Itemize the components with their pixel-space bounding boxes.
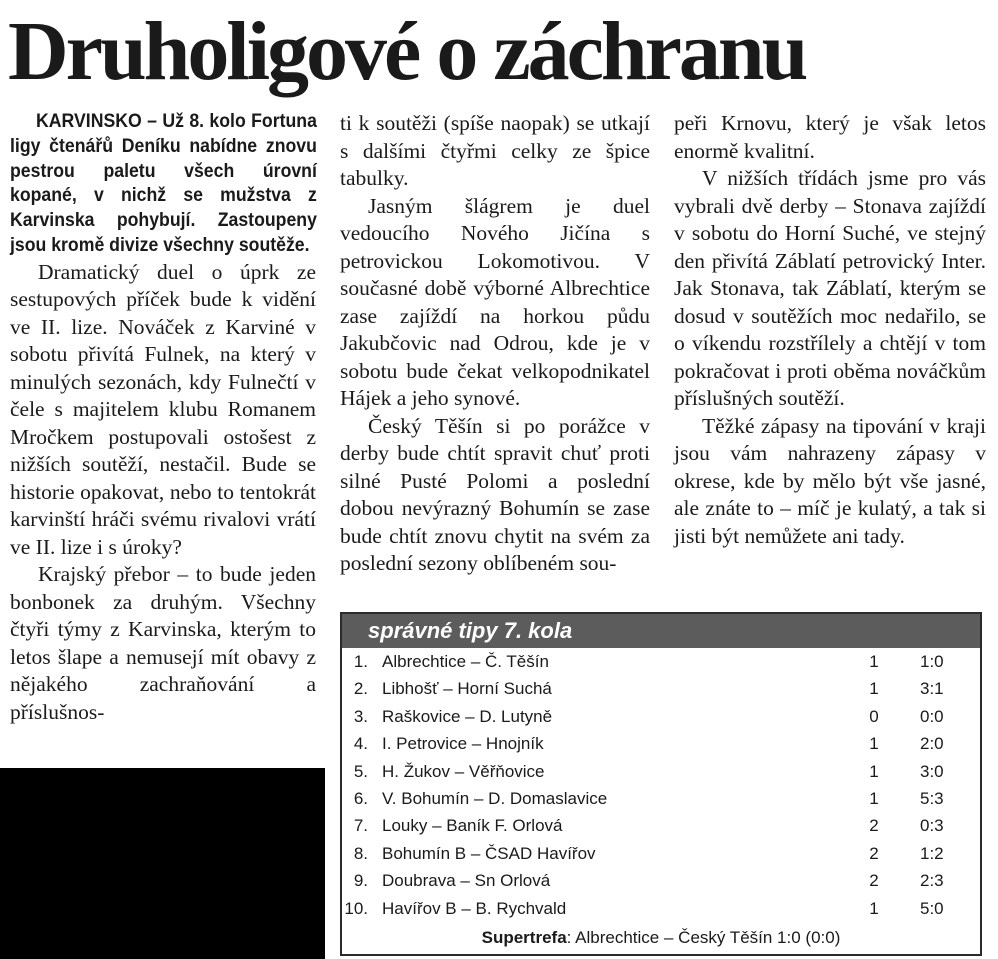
table-row	[342, 895, 980, 922]
article-paragraph: Jasným šlágrem je duel vedoucího Nového Jičína s petrovickou Lokomotivou. V současné době výborné Albrechtice zase zajíždí na horkou půdu Jakubčovic nad Odrou, kde je v sobotu bude čekat velkopodnikatel Hájek a jeho synové.	[340, 193, 650, 410]
row-number: 6.	[353, 788, 368, 808]
article-paragraph: Krajský přebor – to bude jeden bonbonek za druhým. Všechny čtyři týmy z Karvinska, kterým to letos šlape a nemusejí mít obavy z nějakého zachraňování a příslušnos-	[10, 562, 316, 724]
tip-value: 2	[869, 843, 879, 863]
tip-value: 1	[869, 652, 879, 671]
article-paragraph: ti k soutěži (spíše naopak) se utkají s dalšími čtyřmi celky ze špice tabulky.	[340, 111, 650, 190]
table-row	[342, 675, 980, 702]
row-number: 9.	[353, 871, 368, 891]
match-score: 0:0	[920, 706, 944, 726]
row-number: 8.	[353, 843, 368, 863]
match-score: 2:3	[920, 871, 944, 891]
tips-table	[340, 612, 982, 956]
article-paragraph: Český Těšín si po porážce v derby bude chtít spravit chuť proti silné Pusté Polomi a poslední dobou nevýrazný Bohumín se zase bude chtít znovu chytit na svém za poslední sezony oblíbeném sou-	[340, 413, 650, 575]
row-number: 5.	[353, 761, 368, 781]
article-column-2	[340, 110, 650, 578]
tip-value: 0	[869, 706, 879, 726]
table-row	[342, 812, 980, 839]
match-score: 5:0	[920, 898, 944, 918]
tip-value: 2	[869, 871, 879, 891]
match-name: I. Petrovice – Hnojník	[382, 734, 544, 754]
tip-value: 1	[869, 898, 879, 918]
match-name: Doubrava – Sn Orlová	[382, 871, 551, 891]
article-paragraph: Těžké zápasy na tipování v kraji jsou vám nahrazeny zápasy v okrese, kde by mělo být vše jasné, ale znáte to – míč je kulatý, a tak si jisti být nemůžete ani tady.	[674, 413, 986, 548]
match-score: 0:3	[920, 816, 944, 836]
match-score: 3:0	[920, 761, 944, 781]
table-row	[342, 785, 980, 812]
match-name: Raškovice – D. Lutyně	[382, 706, 553, 726]
supertrefa-text: : Albrechtice – Český Těšín 1:0 (0:0)	[566, 927, 841, 947]
article-column-1	[10, 110, 316, 726]
match-score: 2:0	[920, 734, 944, 754]
match-score: 5:3	[920, 788, 944, 808]
article-lead: KARVINSKO – Už 8. kolo Fortuna ligy čtenářů Deníku nabídne znovu pestrou paletu všech úrovní kopané, v nichž se mužstva z Karvinska pohybují. Zastoupeny jsou kromě divize všechny soutěže.	[10, 111, 317, 256]
article-headline: Druholigové o záchranu	[8, 5, 806, 98]
tip-value: 1	[869, 734, 879, 754]
table-row	[342, 840, 980, 867]
table-row	[342, 867, 980, 894]
article-column-3	[674, 110, 986, 550]
tip-value: 2	[869, 816, 879, 836]
row-number: 10.	[344, 898, 368, 918]
match-name: Albrechtice – Č. Těšín	[382, 652, 549, 671]
supertrefa-label: Supertrefa	[481, 927, 567, 947]
row-number: 7.	[353, 816, 368, 836]
match-name: V. Bohumín – D. Domaslavice	[382, 788, 608, 808]
match-score: 1:0	[920, 652, 944, 671]
tip-value: 1	[869, 788, 879, 808]
black-corner-area	[0, 768, 325, 959]
article-paragraph: peři Krnovu, který je však letos enormě kvalitní.	[674, 111, 986, 163]
match-name: Louky – Baník F. Orlová	[382, 816, 563, 836]
table-row	[342, 730, 980, 757]
match-name: Libhošť – Horní Suchá	[382, 679, 552, 699]
match-name: H. Žukov – Věřňovice	[382, 761, 545, 781]
match-name: Havířov B – B. Rychvald	[382, 898, 567, 918]
row-number: 3.	[353, 706, 368, 726]
tip-value: 1	[869, 679, 879, 699]
article-paragraph: V nižších třídách jsme pro vás vybrali dvě derby – Stonava zajíždí v sobotu do Horní Suché, ve stejný den přivítá Záblatí petrovický Inter. Jak Stonava, tak Záblatí, kterým se dosud v soutěžích moc nedařilo, se o víkendu rozstřílely a chtějí v tom pokračovat i proti oběma nováčkům příslušných soutěží.	[674, 166, 986, 410]
row-number: 4.	[353, 734, 368, 754]
match-name: Bohumín B – ČSAD Havířov	[382, 843, 596, 863]
tip-value: 1	[869, 761, 879, 781]
tips-table-title: správné tipy 7. kola	[342, 614, 980, 648]
table-row	[342, 648, 980, 675]
table-row	[342, 703, 980, 730]
match-score: 3:1	[920, 679, 944, 699]
table-row	[342, 758, 980, 785]
row-number: 1.	[353, 652, 368, 671]
tips-table-body	[342, 648, 980, 922]
match-score: 1:2	[920, 843, 944, 863]
tips-table-footer	[342, 924, 980, 952]
article-paragraph: Dramatický duel o úprk ze sestupových příček bude k vidění ve II. lize. Nováček z Karviné v sobotu přivítá Fulnek, na který v minulých sezonách, kdy Fulnečtí v čele s majitelem klubu Romanem Mročkem postupovali ostošest z nižších soutěží, nestačil. Bude se historie opakovat, nebo to tentokrát karvinští hráči svému rivalovi vrátí ve II. lize i s úroky?	[10, 259, 316, 559]
row-number: 2.	[353, 679, 368, 699]
